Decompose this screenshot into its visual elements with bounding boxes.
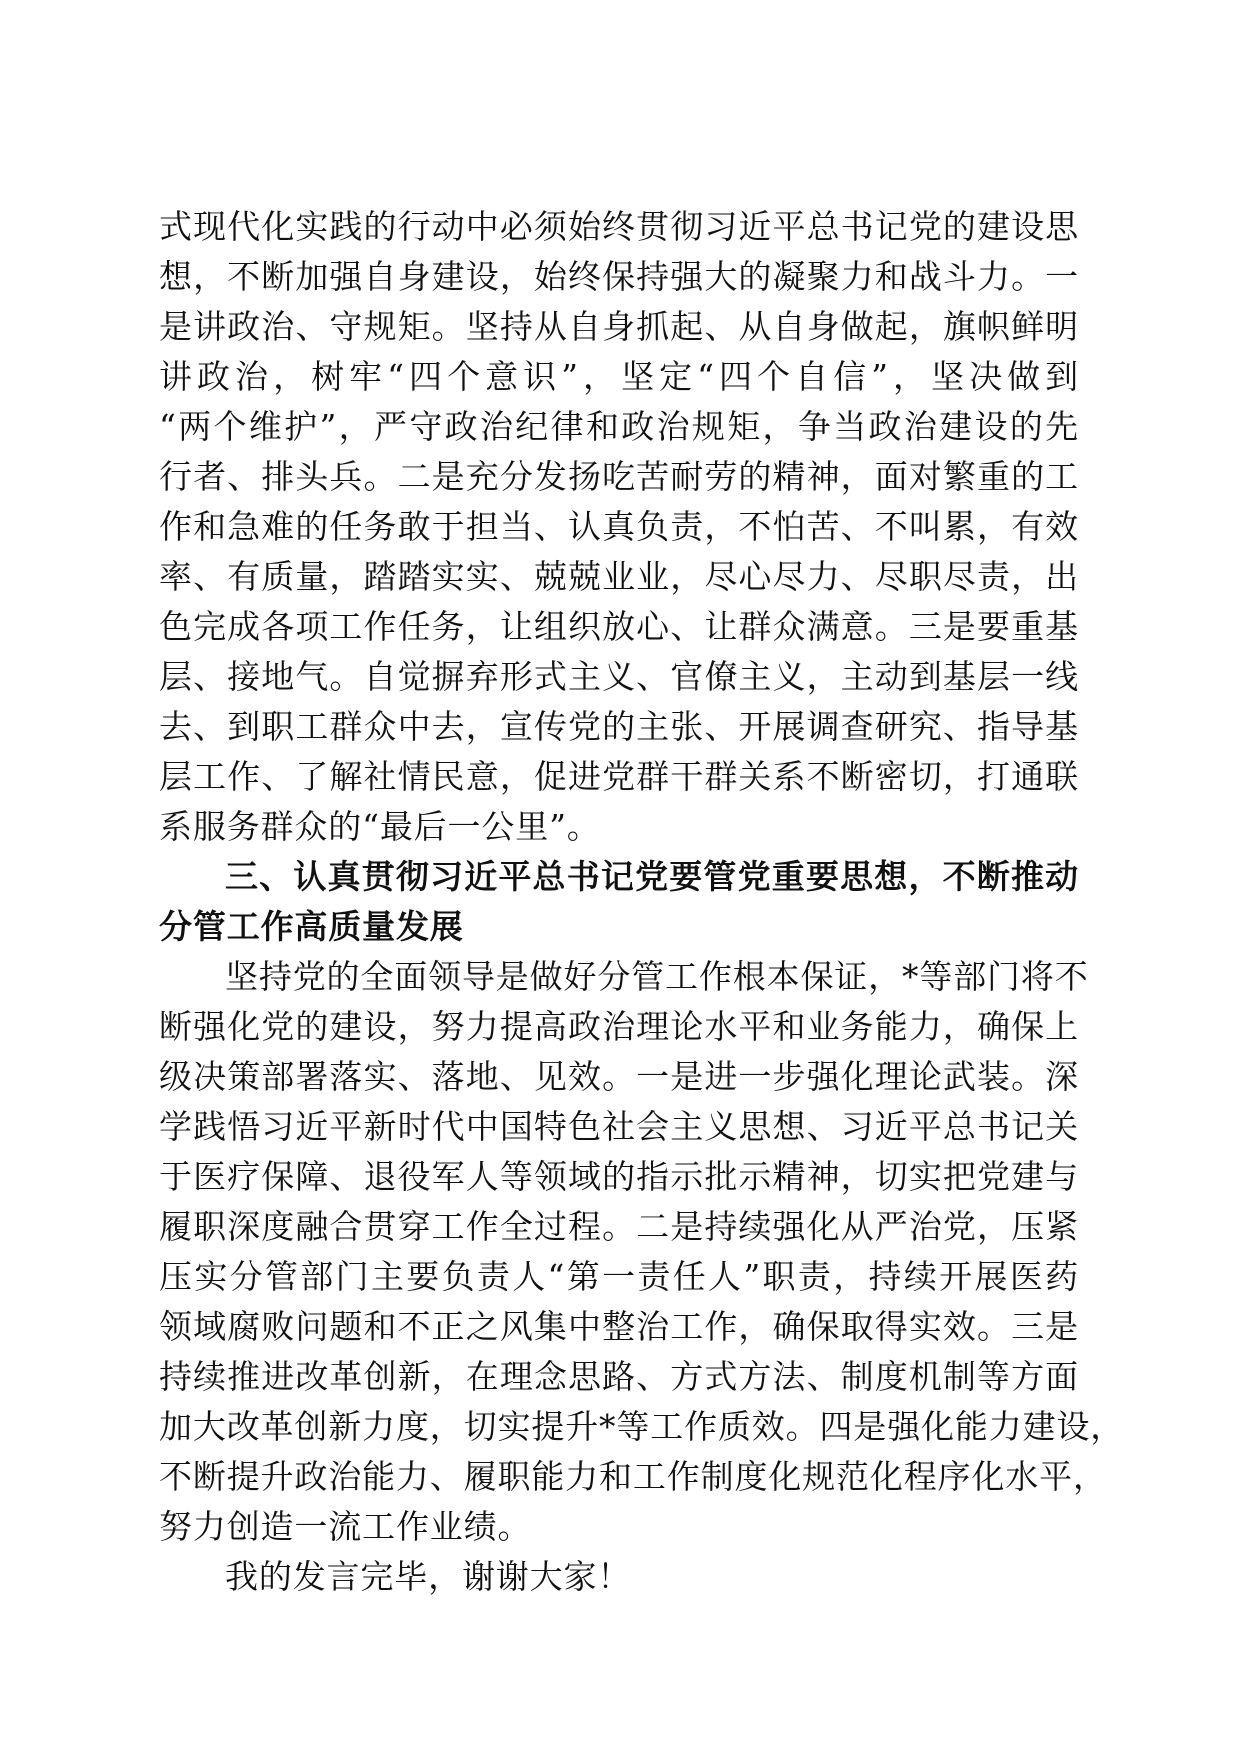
- text-line: 色完成各项工作任务，让组织放心、让群众满意。三是要重基: [159, 607, 1079, 646]
- text-line: 是讲政治、守规矩。坚持从自身抓起、从自身做起，旗帜鲜明: [159, 307, 1079, 346]
- section-heading: [159, 852, 1079, 952]
- text-line: 不断提升政治能力、履职能力和工作制度化规范化程序化水平，: [159, 1457, 1107, 1496]
- text-line: 讲政治，树牢“四个意识”，坚定“四个自信”，坚决做到: [159, 357, 1079, 396]
- text-line: 率、有质量，踏踏实实、兢兢业业，尽心尽力、尽职尽责，出: [159, 557, 1079, 596]
- heading-line: 分管工作高质量发展: [159, 907, 464, 946]
- paragraph-leadership: [159, 952, 1125, 1552]
- text-line: 持续推进改革创新，在理念思路、方式方法、制度机制等方面: [159, 1357, 1079, 1396]
- text-line: 去、到职工群众中去，宣传党的主张、开展调查研究、指导基: [159, 707, 1079, 746]
- text-line: 压实分管部门主要负责人“第一责任人”职责，持续开展医药: [159, 1257, 1079, 1296]
- text-line: 履职深度融合贯穿工作全过程。二是持续强化从严治党，压紧: [159, 1207, 1079, 1246]
- text-line: 断强化党的建设，努力提高政治理论水平和业务能力，确保上: [159, 1007, 1079, 1046]
- text-line: 作和急难的任务敢于担当、认真负责，不怕苦、不叫累，有效: [159, 507, 1079, 546]
- closing-line: 我的发言完毕，谢谢大家！: [225, 1557, 632, 1596]
- text-line: 层工作、了解社情民意，促进党群干群关系不断密切，打通联: [159, 757, 1079, 796]
- text-line: 行者、排头兵。二是充分发扬吃苦耐劳的精神，面对繁重的工: [159, 457, 1079, 496]
- text-line: “两个维护”，严守政治纪律和政治规矩，争当政治建设的先: [159, 407, 1079, 446]
- text-line: 加大改革创新力度，切实提升*等工作质效。四是强化能力建设，: [159, 1407, 1125, 1446]
- text-line: 于医疗保障、退役军人等领域的指示批示精神，切实把党建与: [159, 1157, 1079, 1196]
- paragraph-closing: [159, 1552, 1079, 1602]
- document-body: [159, 202, 1125, 1602]
- text-line: 努力创造一流工作业绩。: [159, 1507, 532, 1546]
- text-line: 学践悟习近平新时代中国特色社会主义思想、习近平总书记关: [159, 1107, 1079, 1146]
- text-line: 级决策部署落实、落地、见效。一是进一步强化理论武装。深: [159, 1057, 1079, 1096]
- text-line: 想，不断加强自身建设，始终保持强大的凝聚力和战斗力。一: [159, 257, 1079, 296]
- heading-line: 三、认真贯彻习近平总书记党要管党重要思想，不断推动: [225, 857, 1079, 896]
- text-line: 领域腐败问题和不正之风集中整治工作，确保取得实效。三是: [159, 1307, 1079, 1346]
- text-line: 坚持党的全面领导是做好分管工作根本保证，*等部门将不: [225, 957, 1089, 996]
- text-line: 层、接地气。自觉摒弃形式主义、官僚主义，主动到基层一线: [159, 657, 1079, 696]
- paragraph-party-building: [159, 202, 1079, 852]
- text-line: 式现代化实践的行动中必须始终贯彻习近平总书记党的建设思: [159, 207, 1079, 246]
- text-line: 系服务群众的“最后一公里”。: [159, 807, 601, 846]
